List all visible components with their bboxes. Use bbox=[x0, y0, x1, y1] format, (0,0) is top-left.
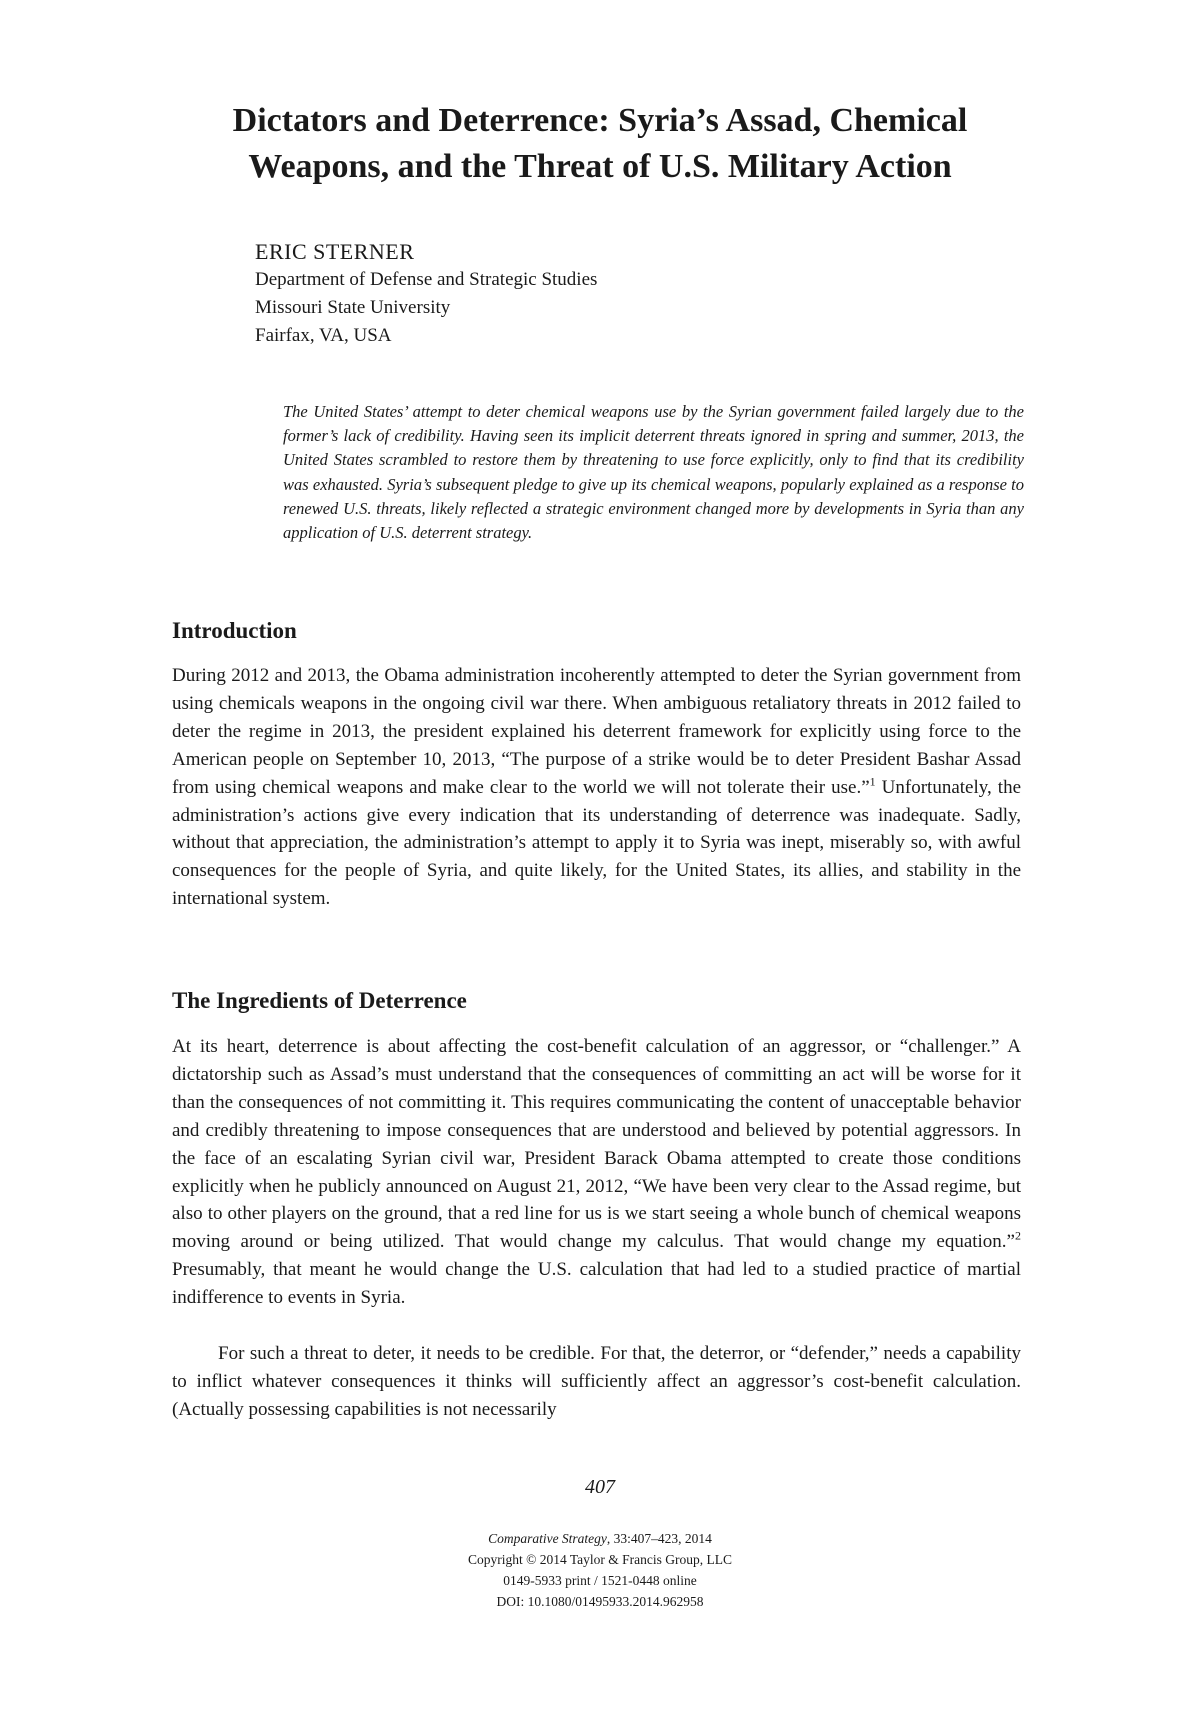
ingredients-text: At its heart, deterrence is about affecting the cost-benefit calculation of an aggressor, or “challenger.” A dictatorship such as Assad’s must understand that the consequences of committing an act will be worse for it than the consequences of not committing it. This requires communicating the content of unacceptable behavior and credibly threatening to impose consequences that are understood and believed by potential aggressors. In the face of an escalating Syrian civil war, President Barack Obama attempted to create those conditions explicitly when he publicly announced on August 21, 2012, “We have been very clear to the Assad regime, but also to other players on the ground, that a red line for us is we start seeing a whole bunch of chemical weapons moving around or being utilized. That would change my calculus. That would change my equation.” bbox=[172, 1036, 1021, 1253]
footer-issn: 0149-5933 print / 1521-0448 online bbox=[503, 1573, 697, 1588]
journal-footer bbox=[0, 1528, 1200, 1612]
footnote-ref-1[interactable]: 1 bbox=[869, 774, 876, 789]
footer-citation-line bbox=[0, 1528, 1200, 1549]
section-heading-ingredients: The Ingredients of Deterrence bbox=[172, 988, 467, 1013]
author-affiliation-university: Missouri State University bbox=[255, 297, 451, 318]
abstract: The United States’ attempt to deter chemical weapons use by the Syrian government failed largely due to the former’s lack of credibility. Having seen its implicit deterrent threats ignored in spring and summer, 2013, the United States scrambled to restore them by threatening to use force explicitly, only to find that its credibility was exhausted. Syria’s subsequent pledge to give up its chemical weapons, popularly explained as a response to renewed U.S. threats, likely reflected a strategic environment changed more by developments in Syria than any application of U.S. deterrent strategy. bbox=[283, 402, 1024, 543]
footer-doi: DOI: 10.1080/01495933.2014.962958 bbox=[496, 1594, 704, 1609]
page-number: 407 bbox=[585, 1476, 615, 1498]
footnote-ref-2[interactable]: 2 bbox=[1015, 1229, 1021, 1244]
author-affiliation-department: Department of Defense and Strategic Studies bbox=[255, 269, 598, 290]
author-name: ERIC STERNER bbox=[255, 239, 415, 264]
footer-citation: , 33:407–423, 2014 bbox=[606, 1531, 712, 1546]
section-heading-introduction: Introduction bbox=[172, 618, 297, 643]
introduction-paragraph bbox=[172, 662, 1021, 913]
title-line-1: Dictators and Deterrence: Syria’s Assad, Chemical bbox=[232, 102, 968, 139]
introduction-text: During 2012 and 2013, the Obama administration incoherently attempted to deter the Syrian government from using chemicals weapons in the ongoing civil war there. When ambiguous retaliatory threats in 2012 failed to deter the regime in 2013, the president explained his deterrent framework for explicitly using force to the American people on September 10, 2013, “The purpose of a strike would be to deter President Bashar Assad from using chemical weapons and make clear to the world we will not tolerate their use.” bbox=[172, 665, 1021, 798]
title-line-2: Weapons, and the Threat of U.S. Military Action bbox=[248, 148, 952, 185]
author-block bbox=[255, 238, 955, 350]
introduction-text-continued: Unfortunately, the administration’s actions give every indication that its understanding of deterrence was inadequate. Sadly, without that appreciation, the administration’s attempt to apply it to Syria was inept, miserably so, with awful consequences for the people of Syria, and quite likely, for the United States, its allies, and stability in the international system. bbox=[172, 776, 1021, 910]
ingredients-paragraph-1 bbox=[172, 1033, 1021, 1312]
article-title bbox=[160, 98, 1040, 190]
footer-copyright: Copyright © 2014 Taylor & Francis Group, LLC bbox=[467, 1552, 733, 1567]
author-affiliation-location: Fairfax, VA, USA bbox=[255, 325, 392, 346]
ingredients-text-continued: Presumably, that meant he would change the U.S. calculation that had led to a studied practice of martial indifference to events in Syria. bbox=[172, 1259, 1021, 1309]
ingredients-paragraph-2: For such a threat to deter, it needs to be credible. For that, the deterror, or “defender,” needs a capability to inflict whatever consequences it thinks will sufficiently affect an aggressor’s cost-benefit calculation. (Actually possessing capabilities is not necessarily bbox=[172, 1343, 1021, 1420]
footer-journal-name: Comparative Strategy bbox=[488, 1531, 607, 1546]
